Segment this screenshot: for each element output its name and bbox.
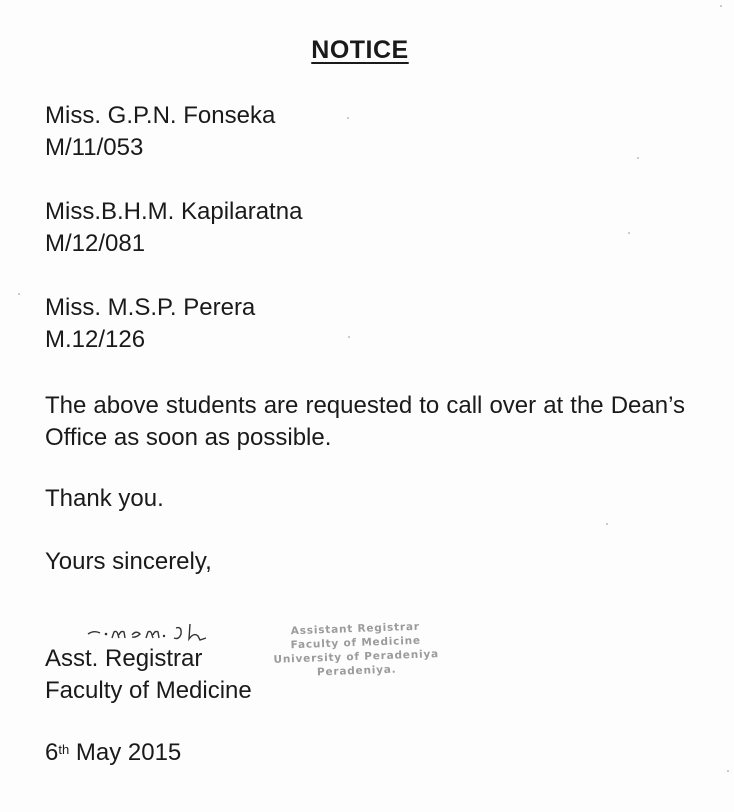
date-suffix: th [58, 742, 70, 757]
stamp-line: University of Peradeniya [273, 648, 440, 666]
official-stamp [271, 619, 441, 681]
thanks-line: Thank you. [45, 485, 164, 512]
student-reg-no: M/12/081 [45, 230, 146, 257]
student-reg-no: M.12/126 [45, 326, 146, 353]
scan-speck [637, 157, 639, 159]
signatory-title: Asst. Registrar [45, 645, 203, 672]
student-name: Miss. M.S.P. Perera [45, 294, 256, 321]
scan-speck [628, 232, 630, 234]
student-name: Miss.B.H.M. Kapilaratna [45, 198, 303, 225]
handwritten-signature [86, 614, 236, 648]
scan-speck [348, 336, 350, 338]
stamp-line: Peradeniya. [316, 663, 397, 679]
notice-message: The above students are requested to call over at the Dean’s Office as soon as possible. [45, 392, 685, 451]
stamp-line: Faculty of Medicine [290, 634, 422, 652]
notice-date [45, 738, 181, 768]
closing-line: Yours sincerely, [45, 548, 212, 575]
scan-speck [727, 770, 729, 772]
notice-title: NOTICE [311, 36, 409, 64]
student-reg-no: M/11/053 [45, 134, 144, 161]
date-month-year: May 2015 [75, 739, 182, 766]
scan-speck [18, 293, 20, 295]
scan-speck [347, 117, 349, 119]
signatory-department: Faculty of Medicine [45, 677, 252, 704]
scan-speck [720, 5, 722, 7]
scan-speck [606, 523, 608, 525]
stamp-line: Assistant Registrar [290, 620, 420, 638]
date-day: 6 [45, 739, 59, 766]
student-name: Miss. G.P.N. Fonseka [45, 102, 276, 129]
